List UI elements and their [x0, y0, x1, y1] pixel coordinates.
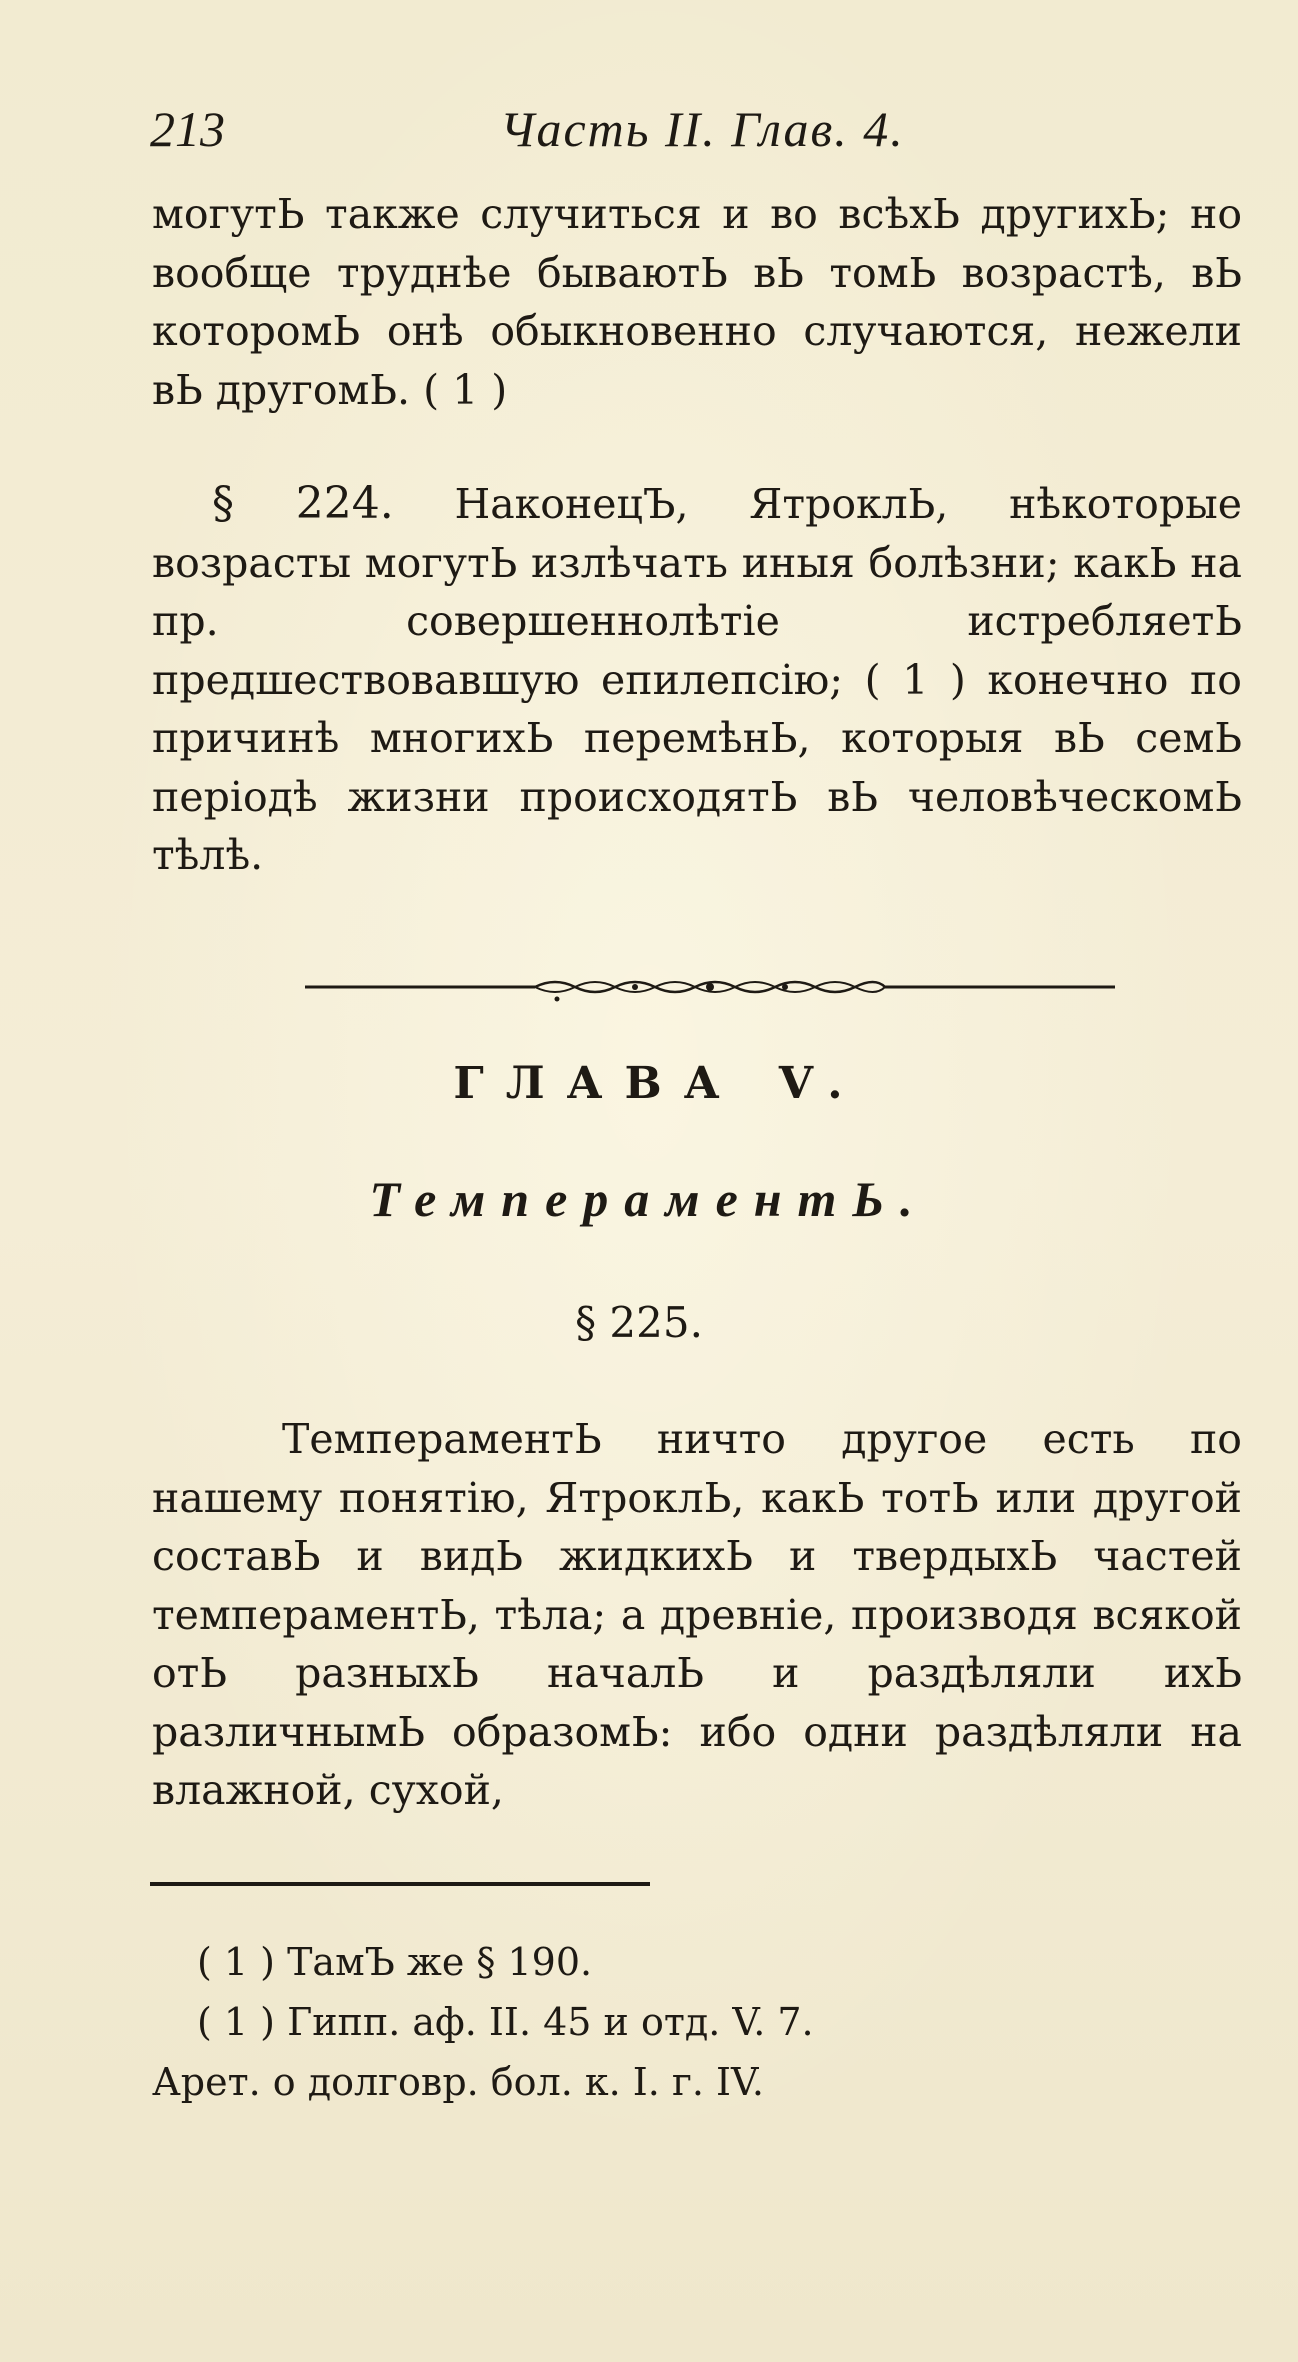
footnote-1: ( 1 ) ТамЪ же § 190.	[197, 1940, 593, 1984]
footnote-2: ( 1 ) Гипп. аф. II. 45 и отд. V. 7.	[197, 2000, 814, 2044]
paragraph-text: ТемпераментЬ ничто другое есть по нашему понятію, ЯтроклЬ, какЬ тотЬ или другой составЬ и видЬ жидкихЬ и твердыхЬ частей темпераментЬ, тѣла; а древніе, производя всякой отЬ разныхЬ началЬ и раздѣляли ихЬ различнымЬ образомЬ: ибо одни раздѣляли на влажной, сухой,	[152, 1415, 1242, 1814]
footnote-2-continuation: Арет. о долговр. бол. к. I. г. IV.	[152, 2060, 764, 2104]
page-number: 213	[150, 101, 225, 157]
page-header	[150, 100, 1250, 170]
section-number-225: § 225.	[575, 1298, 703, 1347]
footnotes	[152, 1932, 1152, 2112]
footnote-rule	[150, 1882, 650, 1886]
paragraph-224	[152, 475, 1242, 885]
paragraph-continuation	[152, 185, 1242, 419]
paragraph-body	[152, 475, 1242, 885]
paragraph-225	[152, 1410, 1242, 1820]
chapter-subtitle: ТемпераментЬ.	[369, 1171, 929, 1227]
running-title: Часть II. Глав. 4.	[500, 101, 905, 157]
ornamental-divider	[305, 972, 1115, 1002]
section-mark-224: § 224.	[212, 478, 394, 529]
paragraph-text: могутЬ также случиться и во всѣхЬ другихЬ; но вообще труднѣе бываютЬ вЬ томЬ возрастѣ, вЬ которомЬ онѣ обыкновенно случаются, нежели вЬ другомЬ. ( 1 )	[152, 190, 1242, 414]
chapter-title: ГЛАВА V.	[453, 1058, 865, 1109]
paragraph-text: НаконецЪ, ЯтроклЬ, нѣкоторые возрасты могутЬ излѣчать иныя болѣзни; какЬ на пр. совершеннолѣтіе истребляетЬ предшествовавшую епилепсію; ( 1 ) конечно по причинѣ многихЬ перемѣнЬ, которыя вЬ семЬ періодѣ жизни происходятЬ вЬ человѣческомЬ тѣлѣ.	[152, 480, 1242, 879]
